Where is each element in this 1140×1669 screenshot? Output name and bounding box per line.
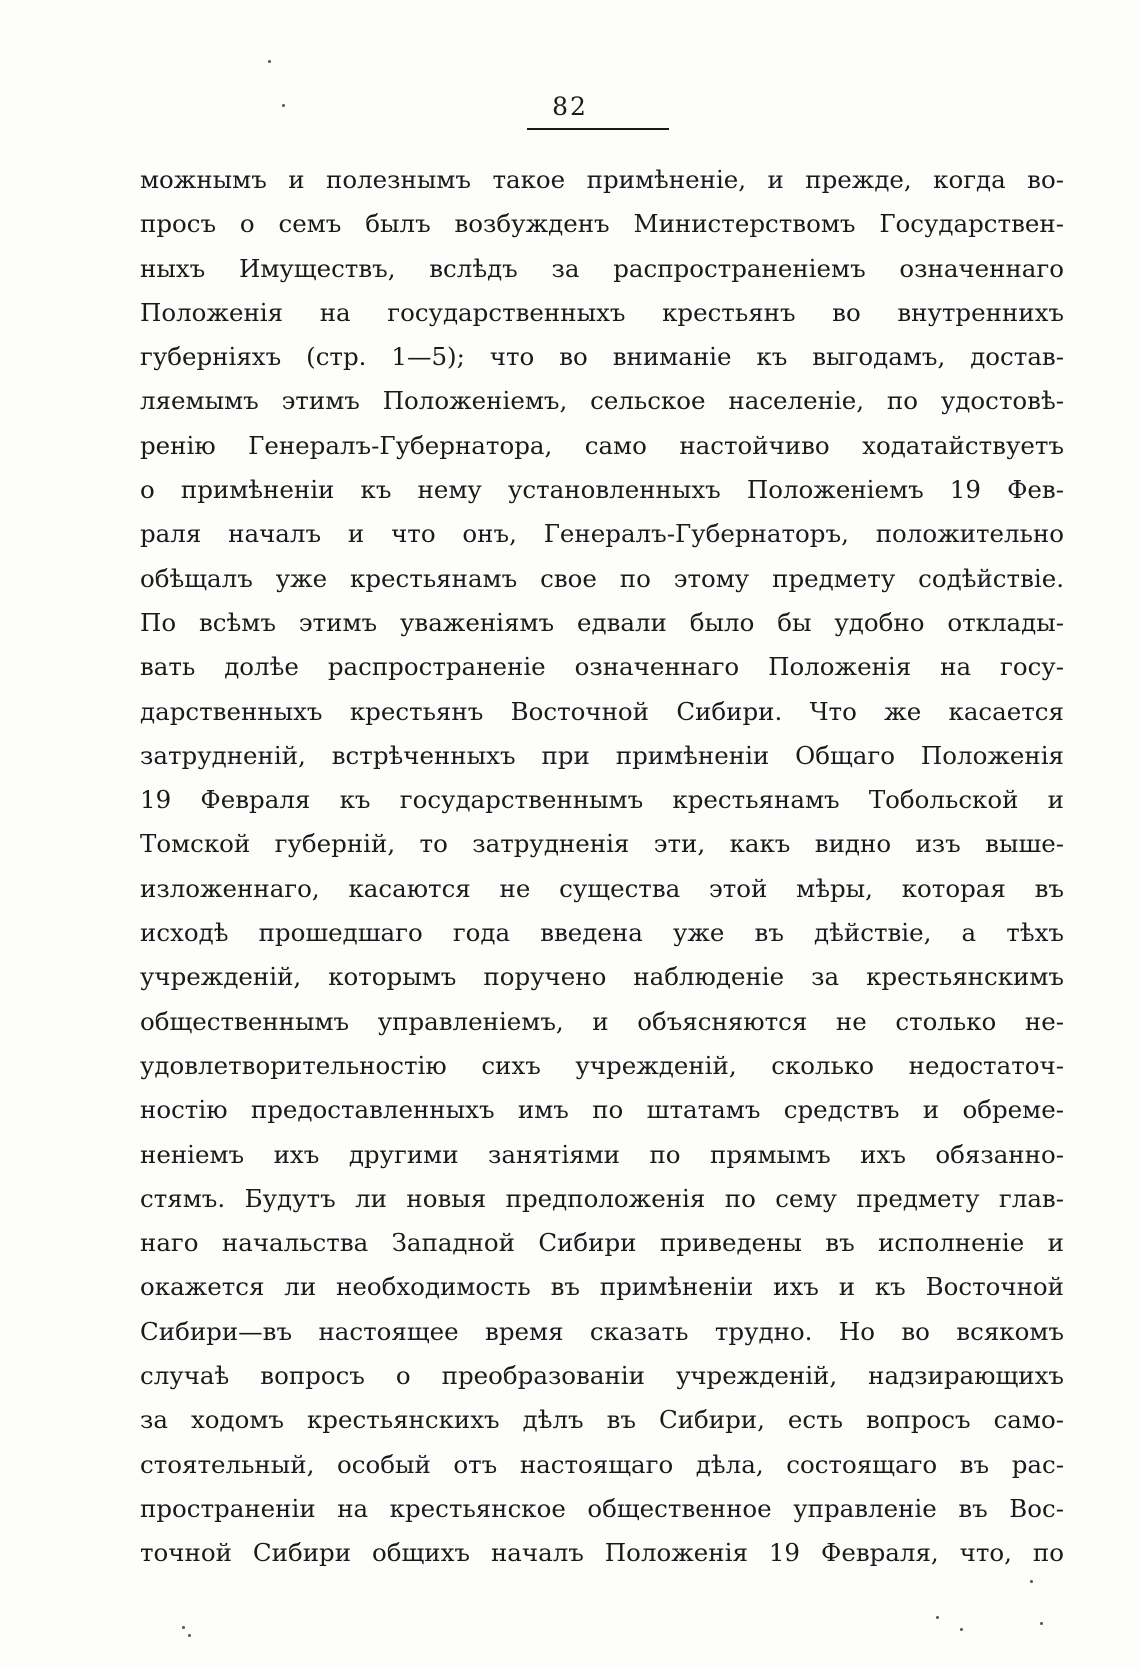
body-text xyxy=(140,158,1064,1576)
text-line: вать долѣе распространеніе означеннаго Положенія на госу- xyxy=(140,652,1064,682)
text-line: ренію Генералъ-Губернатора, само настойчиво ходатайствуетъ xyxy=(140,430,1064,460)
scan-speck xyxy=(1030,1580,1033,1583)
text-line: за ходомъ крестьянскихъ дѣлъ въ Сибири, есть вопросъ само- xyxy=(140,1405,1064,1435)
text-line: точной Сибири общихъ началъ Положенія 19 Февраля, что, по xyxy=(140,1538,1064,1568)
text-line: дарственныхъ крестьянъ Восточной Сибири. Что же касается xyxy=(140,696,1064,726)
text-line: случаѣ вопросъ о преобразованіи учрежденій, надзирающихъ xyxy=(140,1361,1064,1391)
scan-speck xyxy=(282,104,285,107)
text-line: изложеннаго, касаются не существа этой мѣры, которая въ xyxy=(140,873,1064,903)
text-line: просъ о семъ былъ возбужденъ Министерствомъ Государствен- xyxy=(140,209,1064,239)
scan-speck xyxy=(188,1634,191,1637)
scan-speck xyxy=(960,1628,963,1631)
page-number-rule xyxy=(527,128,669,130)
text-line: По всѣмъ этимъ уваженіямъ едвали было бы удобно отклады- xyxy=(140,607,1064,637)
scan-speck xyxy=(936,1616,939,1619)
text-line: Положенія на государственныхъ крестьянъ во внутреннихъ xyxy=(140,297,1064,327)
text-line: ностію предоставленныхъ имъ по штатамъ средствъ и обреме- xyxy=(140,1095,1064,1125)
text-line: окажется ли необходимость въ примѣненіи ихъ и къ Восточной xyxy=(140,1272,1064,1302)
text-line: стоятельный, особый отъ настоящаго дѣла, состоящаго въ рас- xyxy=(140,1449,1064,1479)
scan-speck xyxy=(1040,1622,1043,1625)
text-line: общественнымъ управленіемъ, и объясняются не столько не- xyxy=(140,1006,1064,1036)
text-line: губерніяхъ (стр. 1—5); что во вниманіе къ выгодамъ, достав- xyxy=(140,342,1064,372)
text-line: о примѣненіи къ нему установленныхъ Положеніемъ 19 Фев- xyxy=(140,475,1064,505)
text-line: неніемъ ихъ другими занятіями по прямымъ ихъ обязанно- xyxy=(140,1139,1064,1169)
text-line: Сибири—въ настоящее время сказать трудно. Но во всякомъ xyxy=(140,1316,1064,1346)
page-number: 82 xyxy=(552,92,588,121)
text-line: ныхъ Имуществъ, вслѣдъ за распространеніемъ означеннаго xyxy=(140,253,1064,283)
text-line: обѣщалъ уже крестьянамъ свое по этому предмету содѣйствіе. xyxy=(140,563,1064,593)
text-line: учрежденій, которымъ поручено наблюденіе за крестьянскимъ xyxy=(140,962,1064,992)
text-line: раля началъ и что онъ, Генералъ-Губернаторъ, положительно xyxy=(140,519,1064,549)
text-line: затрудненій, встрѣченныхъ при примѣненіи Общаго Положенія xyxy=(140,740,1064,770)
text-line: Томской губерній, то затрудненія эти, какъ видно изъ выше- xyxy=(140,829,1064,859)
text-line: пространеніи на крестьянское общественное управленіе въ Вос- xyxy=(140,1493,1064,1523)
text-line: наго начальства Западной Сибири приведены въ исполненіе и xyxy=(140,1228,1064,1258)
scan-speck xyxy=(182,1626,185,1629)
text-line: стямъ. Будутъ ли новыя предположенія по сему предмету глав- xyxy=(140,1183,1064,1213)
text-line: можнымъ и полезнымъ такое примѣненіе, и прежде, когда во- xyxy=(140,165,1064,194)
scan-speck xyxy=(268,60,271,63)
text-line: удовлетворительностію сихъ учрежденій, сколько недостаточ- xyxy=(140,1050,1064,1080)
text-line: 19 Февраля къ государственнымъ крестьянамъ Тобольской и xyxy=(140,785,1064,815)
text-line: исходѣ прошедшаго года введена уже въ дѣйствіе, а тѣхъ xyxy=(140,918,1064,948)
text-line: ляемымъ этимъ Положеніемъ, сельское населеніе, по удостовѣ- xyxy=(140,386,1064,416)
